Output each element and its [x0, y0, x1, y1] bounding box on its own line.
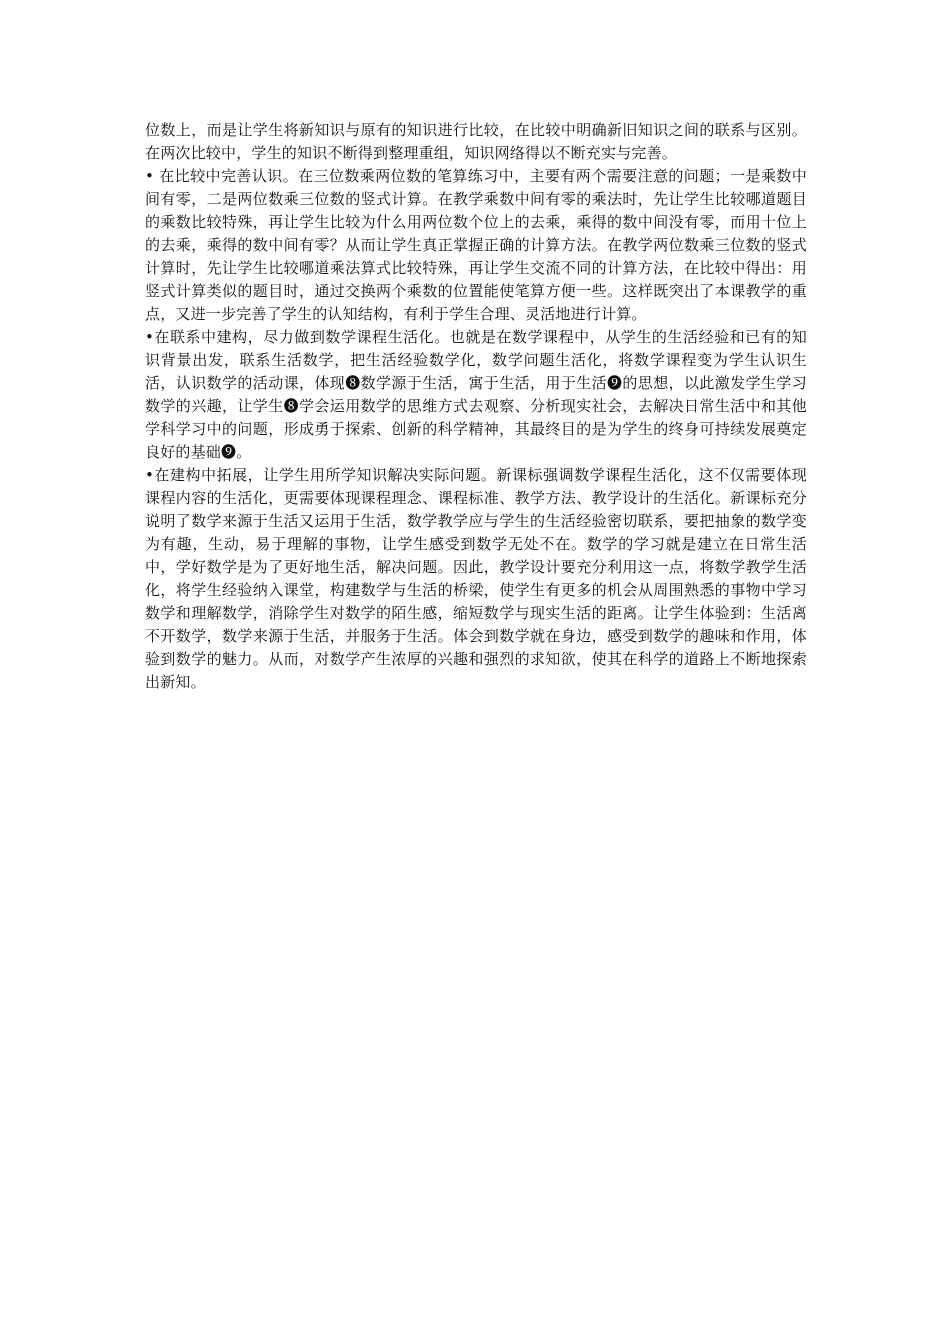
- paragraph-extend-in-construction: •在建构中拓展，让学生用所学知识解决实际问题。新课标强调数学课程生活化，这不仅需要体现课程内容的生活化，更需要体现课程理念、课程标准、教学方法、教学设计的生活化。新课标充分说明了数学来源于生活又运用于生活，数学教学应与学生的生活经验密切联系，要把抽象的数学变为有趣，生动，易于理解的事物，让学生感受到数学无处不在。数学的学习就是建立在日常生活中，学好数学是为了更好地生活，解决问题。因此，教学设计要充分利用这一点，将数学教学生活化，将学生经验纳入课堂，构建数学与生活的桥梁，使学生有更多的机会从周围熟悉的事物中学习数学和理解数学，消除学生对数学的陌生感，缩短数学与现实生活的距离。让学生体验到：生活离不开数学，数学来源于生活，并服务于生活。体会到数学就在身边，感受到数学的趣味和作用，体验到数学的魅力。从而，对数学产生浓厚的兴趣和强烈的求知欲，使其在科学的道路上不断地探索出新知。: [145, 466, 807, 691]
- paragraph-comparison-summary: 位数上，而是让学生将新知识与原有的知识进行比较，在比较中明确新旧知识之间的联系与区别。在两次比较中，学生的知识不断得到整理重组，知识网络得以不断充实与完善。: [145, 121, 807, 162]
- paragraph-construct-in-connection: •在联系中建构，尽力做到数学课程生活化。也就是在数学课程中，从学生的生活经验和已有的知识背景出发，联系生活数学，把生活经验数学化，数学问题生活化，将数学课程变为学生认识生活，认识数学的活动课，体现❽数学源于生活，寓于生活，用于生活❾的思想，以此激发学生学习数学的兴趣，让学生❽学会运用数学的思维方式去观察、分析现实社会，去解决日常生活中和其他学科学习中的问题，形成勇于探索、创新的科学精神，其最终目的是为学生的终身可持续发展奠定良好的基础❾。: [145, 328, 807, 461]
- paragraph-perfect-understanding: • 在比较中完善认识。在三位数乘两位数的笔算练习中，主要有两个需要注意的问题；一是乘数中间有零，二是两位数乘三位数的竖式计算。在教学乘数中间有零的乘法时，先让学生比较哪道题目的乘数比较特殊，再让学生比较为什么用两位数个位上的去乘，乘得的数中间没有零，而用十位上的去乘，乘得的数中间有零？从而让学生真正掌握正确的计算方法。在教学两位数乘三位数的竖式计算时，先让学生比较哪道乘法算式比较特殊，再让学生交流不同的计算方法，在比较中得出：用竖式计算类似的题目时，通过交换两个乘数的位置能使笔算方便一些。这样既突出了本课教学的重点，又进一步完善了学生的认知结构，有利于学生合理、灵活地进行计算。: [145, 167, 807, 323]
- document-body: [145, 119, 807, 694]
